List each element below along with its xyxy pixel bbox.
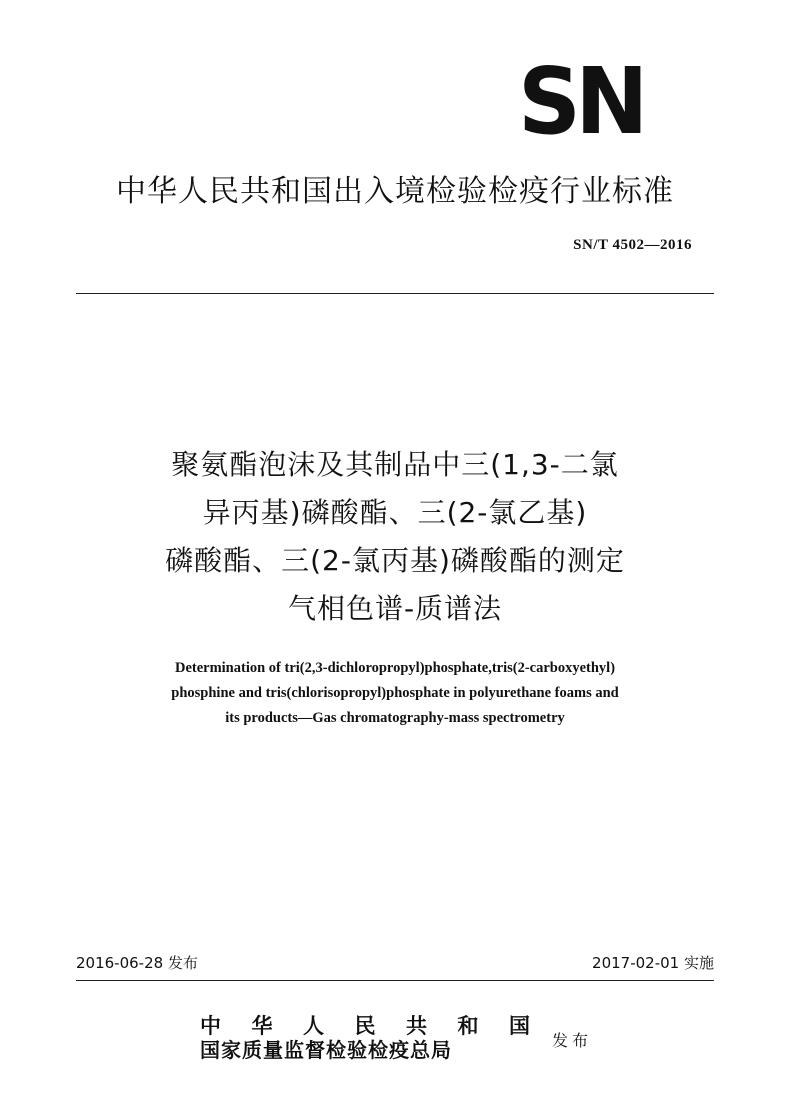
english-title xyxy=(0,656,790,731)
bottom-divider xyxy=(76,980,714,981)
chinese-title xyxy=(0,441,790,633)
publisher-agency: 国家质量监督检验检疫总局 xyxy=(200,1038,452,1062)
standard-number: SN/T 4502—2016 xyxy=(573,237,692,253)
sn-logo: SN xyxy=(518,48,643,155)
chinese-title-line: 聚氨酯泡沫及其制品中三(1,3-二氯 xyxy=(171,448,619,481)
top-divider xyxy=(76,293,714,294)
issue-date: 2016-06-28 发布 xyxy=(76,954,198,972)
publisher-country: 中华人民共和国 xyxy=(200,1013,530,1038)
chinese-title-line: 磷酸酯、三(2-氯丙基)磷酸酯的测定 xyxy=(165,544,625,577)
publisher-suffix: 发布 xyxy=(552,1031,593,1050)
chinese-title-line: 气相色谱-质谱法 xyxy=(287,592,503,625)
english-title-line: phosphine and tris(chlorisopropyl)phosphate in polyurethane foams and xyxy=(171,685,619,701)
publisher-block xyxy=(200,1013,620,1073)
organization-title: 中华人民共和国出入境检验检疫行业标准 xyxy=(116,174,674,209)
english-title-line: Determination of tri(2,3-dichloropropyl)phosphate,tris(2-carboxyethyl) xyxy=(174,660,616,676)
implementation-date: 2017-02-01 实施 xyxy=(592,954,714,972)
english-title-line: its products—Gas chromatography-mass spectrometry xyxy=(225,710,565,726)
chinese-title-line: 异丙基)磷酸酯、三(2-氯乙基) xyxy=(202,496,588,529)
